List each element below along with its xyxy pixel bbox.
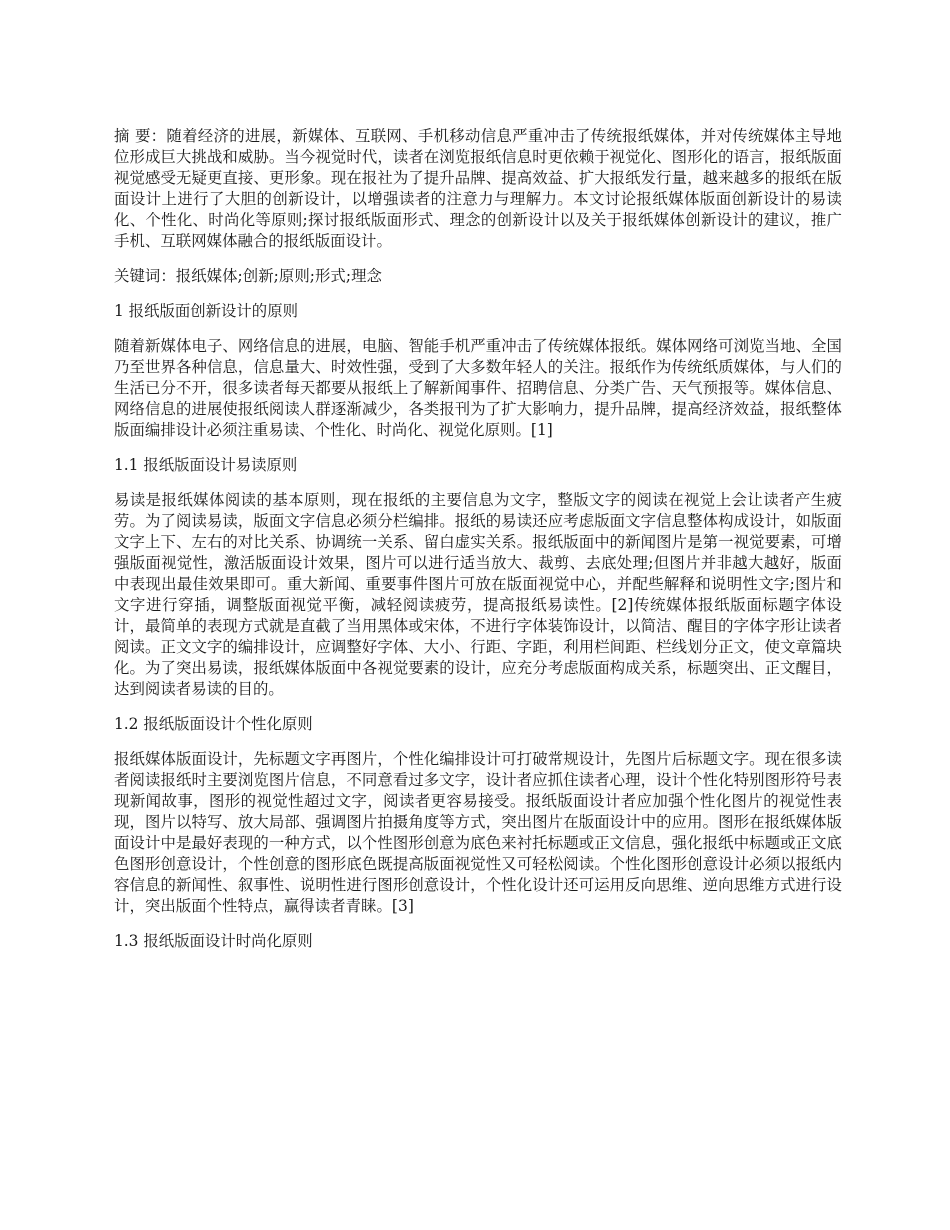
section-heading-1: 1 报纸版面创新设计的原则 bbox=[114, 302, 298, 320]
document-page bbox=[114, 126, 842, 966]
keywords-line: 关键词：报纸媒体;创新;原则;形式;理念 bbox=[114, 267, 382, 285]
section-heading-1-2: 1.2 报纸版面设计个性化原则 bbox=[114, 715, 313, 733]
section-heading-1-1: 1.1 报纸版面设计易读原则 bbox=[114, 456, 298, 474]
section-body-1-2: 报纸媒体版面设计，先标题文字再图片，个性化编排设计可打破常规设计，先图片后标题文字。现在很多读者阅读报纸时主要浏览图片信息，不同意看过多文字，设计者应抓住读者心理，设计个性化特别图形符号表现新闻故事，图形的视觉性超过文字，阅读者更容易接受。报纸版面设计者应加强个性化图片的视觉性表现，图片以特写、放大局部、强调图片拍摄角度等方式，突出图片在版面设计中的应用。图形在报纸媒体版面设计中是最好表现的一种方式，以个性图形创意为底色来衬托标题或正文信息，强化报纸中标题或正文底色图形创意设计，个性创意的图形底色既提高版面视觉性又可轻松阅读。个性化图形创意设计必须以报纸内容信息的新闻性、叙事性、说明性进行图形创意设计，个性化设计还可运用反向思维、逆向思维方式进行设计，突出版面个性特点，赢得读者青睐。[3] bbox=[114, 750, 842, 915]
abstract-paragraph: 摘 要：随着经济的进展，新媒体、互联网、手机移动信息严重冲击了传统报纸媒体，并对传统媒体主导地位形成巨大挑战和威胁。当今视觉时代，读者在浏览报纸信息时更依赖于视觉化、图形化的语言，报纸版面视觉感受无疑更直接、更形象。现在报社为了提升品牌、提高效益、扩大报纸发行量，越来越多的报纸在版面设计上进行了大胆的创新设计，以增强读者的注意力与理解力。本文讨论报纸媒体版面创新设计的易读化、个性化、时尚化等原则;探讨报纸版面形式、理念的创新设计以及关于报纸媒体创新设计的建议，推广手机、互联网媒体融合的报纸版面设计。 bbox=[114, 127, 842, 250]
section-body-1-1: 易读是报纸媒体阅读的基本原则，现在报纸的主要信息为文字，整版文字的阅读在视觉上会让读者产生疲劳。为了阅读易读，版面文字信息必须分栏编排。报纸的易读还应考虑版面文字信息整体构成设计，如版面文字上下、左右的对比关系、协调统一关系、留白虚实关系。报纸版面中的新闻图片是第一视觉要素，可增强版面视觉性，激活版面设计效果，图片可以进行适当放大、裁剪、去底处理;但图片并非越大越好，版面中表现出最佳效果即可。重大新闻、重要事件图片可放在版面视觉中心，并配些解释和说明性文字;图片和文字进行穿插，调整版面视觉平衡，减轻阅读疲劳，提高报纸易读性。[2]传统媒体报纸版面标题字体设计，最简单的表现方式就是直截了当用黑体或宋体，不进行字体装饰设计，以简洁、醒目的字体字形让读者阅读。正文文字的编排设计，应调整好字体、大小、行距、字距，利用栏间距、栏线划分正文，使文章篇块化。为了突出易读，报纸媒体版面中各视觉要素的设计，应充分考虑版面构成关系，标题突出、正文醒目，达到阅读者易读的目的。 bbox=[114, 491, 842, 698]
section-body-1: 随着新媒体电子、网络信息的进展，电脑、智能手机严重冲击了传统媒体报纸。媒体网络可浏览当地、全国乃至世界各种信息，信息量大、时效性强，受到了大多数年轻人的关注。报纸作为传统纸质媒体，与人们的生活已分不开，很多读者每天都要从报纸上了解新闻事件、招聘信息、分类广告、天气预报等。媒体信息、网络信息的进展使报纸阅读人群逐渐减少，各类报刊为了扩大影响力，提升品牌，提高经济效益，报纸整体版面编排设计必须注重易读、个性化、时尚化、视觉化原则。[1] bbox=[114, 337, 842, 439]
section-heading-1-3: 1.3 报纸版面设计时尚化原则 bbox=[114, 932, 313, 950]
